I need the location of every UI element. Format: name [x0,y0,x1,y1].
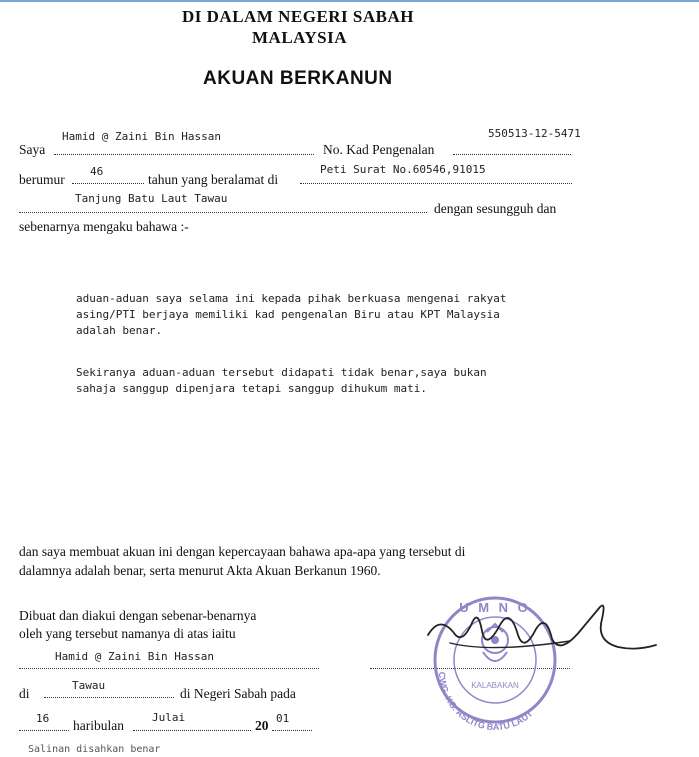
made-line2: oleh yang tersebut namanya di atas iaitu [19,626,236,641]
header-line2: MALAYSIA [252,28,348,47]
signer-dotted-line [19,668,319,669]
place-dotted-line [44,697,174,698]
age-value: 46 [90,165,104,178]
declare-label: sebenarnya mengaku bahawa :- [19,219,189,234]
closing-line2: dalamnya adalah benar, serta menurut Akta Akuan Berkanun 1960. [19,563,381,578]
address-label: tahun yang beralamat di [148,172,279,187]
year-prefix: 20 [255,718,269,733]
month-dotted-line [133,730,251,731]
name-dotted-line [54,154,314,155]
stamp-middle-text: KALABAKAN [471,681,519,690]
statement-line: Sekiranya aduan-aduan tersebut didapati tidak benar,saya bukan [76,366,487,379]
age-label: berumur [19,172,65,187]
sincere-label: dengan sesungguh dan [434,201,557,216]
ic-number: 550513-12-5471 [488,127,581,140]
document-heading: AKUAN BERKANUN [203,68,393,89]
address-line1: Peti Surat No.60546,91015 [320,163,486,176]
month-value: Julai [152,711,186,724]
made-line1: Dibuat dan diakui dengan sebenar-benarnya [19,608,257,623]
month-label: haribulan [73,718,124,733]
address2-dotted-line [19,212,427,213]
di-label: di [19,686,30,701]
statement-line: adalah benar. [76,324,163,337]
year-dotted-line [272,730,312,731]
handwritten-signature [420,595,660,665]
stamp-ring-textpath: CWG. KG. ASLITG BATU LAUT [436,671,535,733]
statement-paragraph-1 [76,275,506,339]
age-dotted-line [72,183,144,184]
header-line1: DI DALAM NEGERI SABAH [182,7,414,26]
year-suffix: 01 [276,712,290,725]
footer-note: Salinan disahkan benar [28,744,161,755]
statement-line: asing/PTI berjaya memiliki kad pengenalan Biru atau KPT Malaysia [76,308,500,321]
ic-dotted-line [453,154,571,155]
stamp-top-text: U M N O [459,600,531,615]
saya-label: Saya [19,142,46,157]
closing-line1: dan saya membuat akuan ini dengan kepercayaan bahawa apa-apa yang tersebut di [19,544,466,559]
day-dotted-line [19,730,69,731]
statement-paragraph-2 [76,349,487,397]
place-value: Tawau [72,679,106,692]
statement-line: sahaja sanggup dipenjara tetapi sanggup dihukum mati. [76,382,427,395]
signer-name: Hamid @ Zaini Bin Hassan [55,650,214,663]
top-border [0,0,699,2]
address-line2: Tanjung Batu Laut Tawau [75,192,228,205]
day-value: 16 [36,712,50,725]
address-dotted-line [300,183,572,184]
declarant-name: Hamid @ Zaini Bin Hassan [62,130,221,143]
ic-label: No. Kad Pengenalan [323,142,435,157]
statement-line: aduan-aduan saya selama ini kepada pihak berkuasa mengenai rakyat [76,292,507,305]
state-label: di Negeri Sabah pada [180,686,296,701]
